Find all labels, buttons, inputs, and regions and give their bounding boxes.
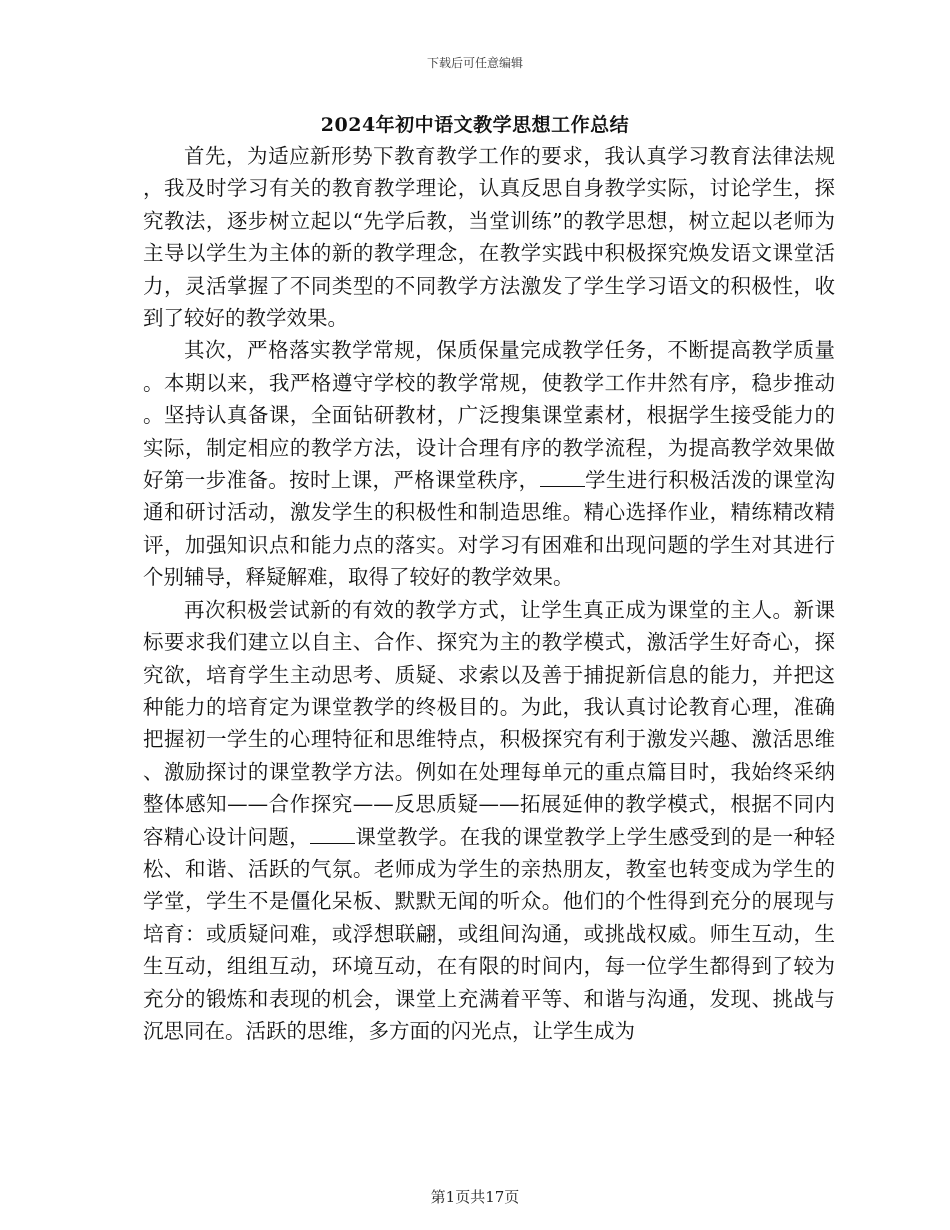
- blank-underline: [310, 824, 355, 843]
- paragraph-3-text-b: 课堂教学。在我的课堂教学上学生感受到的是一种轻松、和谐、活跃的气氛。老师成为学生的亲热朋友，教室也转变成为学生的学堂，学生不是僵化呆板、默默无闻的听众。他们的个性得到充分的展现与培育：或质疑问难，或浮想联翩，或组间沟通，或挑战权威。师生互动，生生互动，组组互动，环境互动，在有限的时间内，每一位学生都得到了较为充分的锻炼和表现的机会，课堂上充满着平等、和谐与沟通，发现、挑战与沉思同在。活跃的思维，多方面的闪光点，让学生成为: [143, 824, 836, 1043]
- page-number: 第1页共17页: [430, 1188, 520, 1206]
- paragraph-2: [143, 334, 835, 593]
- paragraph-3: [143, 594, 835, 1048]
- paragraph-3-text-a: 再次积极尝试新的有效的教学方式，让学生真正成为课堂的主人。新课标要求我们建立以自主、合作、探究为主的教学模式，激活学生好奇心，探究欲，培育学生主动思考、质疑、求索以及善于捕捉新信息的能力，并把这种能力的培育定为课堂教学的终极目的。为此，我认真讨论教育心理，准确把握初一学生的心理特征和思维特点，积极探究有利于激发兴趣、激活思维、激励探讨的课堂教学方法。例如在处理每单元的重点篇目时，我始终采纳整体感知——合作探究——反思质疑——拓展延伸的教学模式，根据不同内容精心设计问题，: [143, 597, 835, 849]
- document-title: 2024年初中语文教学思想工作总结: [320, 114, 630, 136]
- paragraph-1: [143, 140, 835, 334]
- blank-underline: [540, 468, 585, 487]
- paragraph-2-text-b: 学生进行积极活泼的课堂沟通和研讨活动，激发学生的积极性和制造思维。精心选择作业，精练精改精评，加强知识点和能力点的落实。对学习有困难和出现问题的学生对其进行个别辅导，释疑解难，取得了较好的教学效果。: [143, 468, 836, 590]
- page-header-note: 下载后可任意编辑: [426, 56, 523, 70]
- document-body: [143, 140, 835, 1047]
- paragraph-1-text: 首先，为适应新形势下教育教学工作的要求，我认真学习教育法律法规，我及时学习有关的教育教学理论，认真反思自身教学实际，讨论学生，探究教法，逐步树立起以“先学后教，当堂训练”的教学思想，树立起以老师为主导以学生为主体的新的教学理念，在教学实践中积极探究焕发语文课堂活力，灵活掌握了不同类型的不同教学方法激发了学生学习语文的积极性，收到了较好的教学效果。: [143, 144, 835, 331]
- paragraph-2-text-a: 其次，严格落实教学常规，保质保量完成教学任务，不断提高教学质量。本期以来，我严格遵守学校的教学常规，使教学工作井然有序，稳步推动。坚持认真备课，全面钻研教材，广泛搜集课堂素材，根据学生接受能力的实际，制定相应的教学方法，设计合理有序的教学流程，为提高教学效果做好第一步准备。按时上课，严格课堂秩序，: [143, 338, 835, 493]
